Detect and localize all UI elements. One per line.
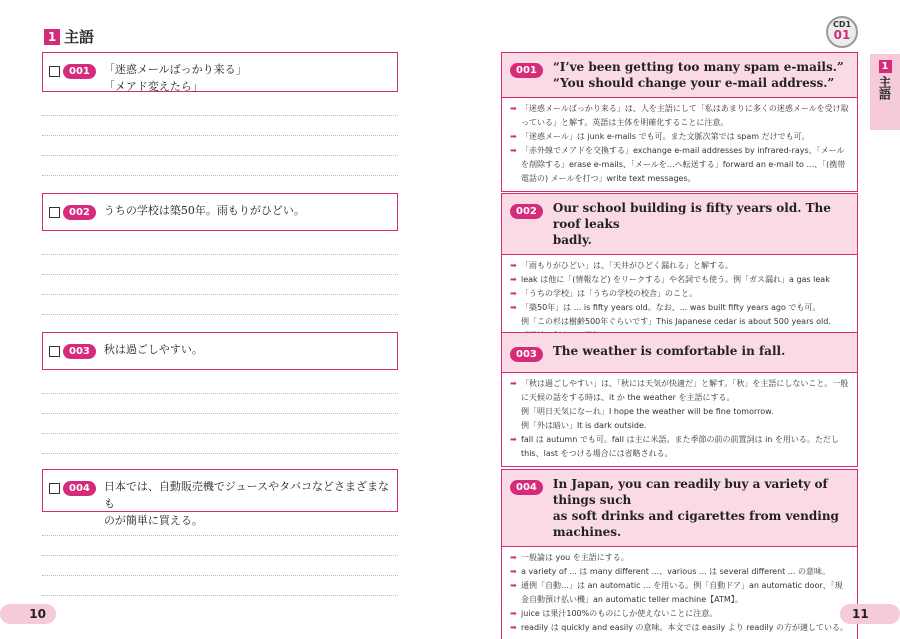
- item-number: 003: [510, 347, 543, 362]
- english-answer: [553, 343, 785, 359]
- arrow-right-icon: ➡: [510, 567, 517, 576]
- arrow-right-icon: ➡: [510, 623, 517, 632]
- japanese-prompt: [104, 341, 203, 358]
- writing-lines: [42, 516, 398, 596]
- notes-list: [502, 547, 857, 639]
- item-number: 001: [63, 64, 96, 79]
- en-line: as soft drinks and cigarettes from vending machines.: [552, 509, 839, 539]
- note-example: 例「外は暗い」It is dark outside.: [521, 421, 647, 430]
- en-line: “I’ve been getting too many spam e-mails.”: [552, 60, 844, 74]
- arrow-right-icon: ➡: [510, 379, 517, 388]
- prompt-box-002: [42, 193, 398, 231]
- page-number-right: 11: [840, 604, 900, 624]
- writing-lines: [42, 96, 398, 176]
- chapter-number-badge: 1: [44, 29, 60, 45]
- jp-line: 日本では、自動販売機でジュースやタバコなどさまざまなも: [103, 480, 389, 510]
- arrow-right-icon: ➡: [510, 581, 517, 590]
- cd-label: CD1: [832, 20, 852, 29]
- item-number: 004: [510, 480, 543, 495]
- english-answer: [553, 200, 849, 248]
- english-answer: [553, 476, 849, 540]
- answer-box-003: [501, 332, 858, 467]
- item-number: 002: [510, 204, 543, 219]
- en-line: Our school building is fifty years old. The roof leaks: [552, 201, 831, 231]
- jp-line: 秋は過ごしやすい。: [103, 343, 203, 356]
- note-item: ➡ 「築50年」は ... is fifty years old。なお、... was built fifty years ago でも可。: [510, 301, 849, 315]
- jp-line: のが簡単に買える。: [103, 514, 203, 527]
- arrow-right-icon: ➡: [510, 553, 517, 562]
- cd-track-number: 01: [833, 28, 851, 42]
- note-item: ➡ 「うちの学校」は「うちの学校の校舎」のこと。: [510, 287, 849, 301]
- jp-line: 「迷惑メールばっかり来る」: [103, 63, 247, 76]
- note-item: ➡ 「雨もりがひどい」は、「天井がひどく漏れる」と解する。: [510, 259, 849, 273]
- answer-box-002: [501, 193, 858, 349]
- item-number: 003: [63, 344, 96, 359]
- english-answer: [553, 59, 844, 91]
- note-item: ➡ readily は quickly and easily の意味。本文では easily より readily の方が適している。: [510, 621, 849, 635]
- note-example: 例「明日天気になーれ」I hope the weather will be fine tomorrow.: [521, 407, 774, 416]
- note-example: 例「この杉は樹齢500年ぐらいです」This Japanese cedar is about 500 years old.: [521, 317, 831, 326]
- writing-lines: [42, 374, 398, 454]
- note-item: ➡ 「赤外線でメアドを交換する」exchange e-mail addresses by infrared-rays、「メールを削除する」erase e-mails、「メールを…へ転送する」forward an e-mail to ...、「(携帯電話の) メールを打つ」write text messages。: [510, 144, 849, 186]
- arrow-right-icon: ➡: [510, 146, 517, 155]
- answer-header: [502, 194, 857, 255]
- jp-line: 「メアド変えたら」: [103, 80, 203, 93]
- prompt-box-003: [42, 332, 398, 370]
- notes-list: [502, 98, 857, 191]
- page-number-left: 10: [0, 604, 56, 624]
- note-item: ➡ 「迷惑メールばっかり来る」は、人を主語にして「私はあまりに多くの迷惑メールを受け取っている」と解す。英語は主体を明確化することに注意。: [510, 102, 849, 130]
- prompt-box-004: [42, 469, 398, 527]
- note-item: ➡ juice は果汁100%のものにしか使えないことに注意。: [510, 607, 849, 621]
- en-line: badly.: [552, 233, 592, 247]
- arrow-right-icon: ➡: [510, 261, 517, 270]
- checkbox-icon[interactable]: [49, 207, 60, 218]
- checkbox-icon[interactable]: [49, 483, 60, 494]
- side-chapter-tab: [870, 54, 900, 130]
- arrow-right-icon: ➡: [510, 435, 517, 444]
- chapter-header: [44, 26, 94, 47]
- answer-header: [502, 53, 857, 98]
- writing-lines: [42, 235, 398, 315]
- notes-list: [502, 373, 857, 466]
- prompt-box-001: [42, 52, 398, 92]
- arrow-right-icon: ➡: [510, 609, 517, 618]
- answer-box-001: [501, 52, 858, 192]
- item-number: 001: [510, 63, 543, 78]
- answer-box-004: [501, 469, 858, 639]
- jp-line: うちの学校は築50年。雨もりがひどい。: [103, 204, 305, 217]
- item-number: 004: [63, 481, 96, 496]
- arrow-right-icon: ➡: [510, 289, 517, 298]
- checkbox-icon[interactable]: [49, 346, 60, 357]
- en-line: “You should change your e-mail address.”: [552, 76, 835, 90]
- cd-track-badge[interactable]: [826, 16, 858, 48]
- arrow-right-icon: ➡: [510, 303, 517, 312]
- arrow-right-icon: ➡: [510, 104, 517, 113]
- note-item: ➡ leak は他に「(情報など) をリークする」や名詞でも使う。例「ガス漏れ」a gas leak: [510, 273, 849, 287]
- note-item: ➡ fall は autumn でも可。fall は主に米語。また季節の前の前置詞は in を用いる。ただし this、last をつける場合には省略される。: [510, 433, 849, 461]
- arrow-right-icon: ➡: [510, 132, 517, 141]
- japanese-prompt: [104, 202, 305, 219]
- side-tab-title: 主語: [877, 76, 892, 100]
- en-line: The weather is comfortable in fall.: [552, 344, 786, 358]
- note-item: ➡ a variety of ... は many different ...、various ... は several different ... の意味。: [510, 565, 849, 579]
- japanese-prompt: [104, 61, 247, 95]
- checkbox-icon[interactable]: [49, 66, 60, 77]
- en-line: In Japan, you can readily buy a variety of things such: [552, 477, 828, 507]
- note-item: ➡ 「迷惑メール」は junk e-mails でも可。また文脈次第では spam だけでも可。: [510, 130, 849, 144]
- chapter-title: 主語: [64, 28, 95, 46]
- note-item: ➡ 通例「自動…」は an automatic ... を用いる。例「自動ドア」an automatic door、「現金自動預け払い機」an automatic teller machine【ATM】。: [510, 579, 849, 607]
- answer-header: [502, 470, 857, 547]
- side-tab-number: 1: [879, 60, 892, 73]
- arrow-right-icon: ➡: [510, 275, 517, 284]
- answer-header: [502, 333, 857, 373]
- note-item: ➡ 「秋は過ごしやすい」は、「秋には天気が快適だ」と解す。「秋」を主語にしないこと。一般に天候の話をする時は、it か the weather を主語にする。: [510, 377, 849, 405]
- item-number: 002: [63, 205, 96, 220]
- note-item: ➡ 一般論は you を主語にする。: [510, 551, 849, 565]
